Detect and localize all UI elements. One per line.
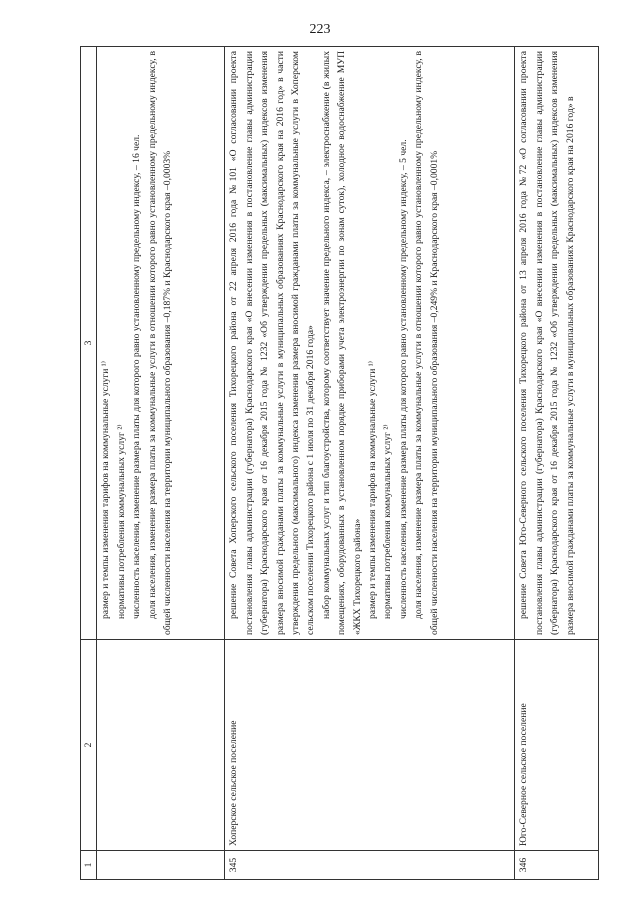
header-col-2: 2 [81,640,97,851]
detail-line: решение Совета Хоперского сельского поселения Тихорецкого района от 22 апреля 2016 года №101 «О согласовании проекта постановления главы администрации (губернатора) Краснодарского края «О внесении изменения в постановление главы администрации (губернатора) Краснодарского края от 16 декабря 2015 года № 1232 «Об утверждении предельных (максимальных) индексов изменения размера вносимой гражданами платы за коммунальные услуги в муниципальных образованиях Краснодарского края на 2016 год» в части утверждения предельного (максимального) индекса изменения размера вносимой гражданами платы за коммунальные услуги в Хоперском сельском поселении Тихорецкого района с 1 июля по 31 декабря 2016 года» [228,51,317,635]
table-row [97,47,225,880]
municipality-name [97,640,225,851]
row-details [97,47,225,640]
row-number: 345 [225,851,515,880]
detail-line: набор коммунальных услуг и тип благоустройства, которому соответствует значение предельного индекса, – электроснабжение (в жилых помещениях, оборудованных в установленном порядке приборами учета электроэнергии по зонам суток), холодное водоснабжение МУП «ЖКХ Тихорецкого района» [320,51,363,635]
rotated-table-container [80,50,600,880]
header-col-3: 3 [81,47,97,640]
detail-line: решение Совета Юго-Северного сельского поселения Тихорецкого района от 13 апреля 2016 года №72 «О согласовании проекта постановления главы администрации (губернатора) Краснодарского края «О внесении изменения в постановление главы администрации (губернатора) Краснодарского края от 16 декабря 2015 года № 1232 «Об утверждении предельных (максимальных) индексов изменения размера вносимой гражданами платы за коммунальные услуги в муниципальных образованиях Краснодарского края на 2016 год» в [518,51,576,635]
detail-line: размер и темпы изменения тарифов на коммунальные услуги ¹⁾ [367,360,379,619]
municipality-name: Хоперское сельское поселение [225,640,515,851]
detail-line: размер и темпы изменения тарифов на коммунальные услуги ¹⁾ [100,360,112,619]
table-header-row [81,47,97,880]
row-number [97,851,225,880]
detail-line: доля населения, изменение размера платы за коммунальные услуги в отношении которого равно установленному предельному индексу, в общей численности населения на территории муниципального образования –0,187% и Краснодарского края –0,0003% [146,51,174,635]
header-col-1: 1 [81,851,97,880]
table-row [515,47,599,880]
row-details [225,47,515,640]
detail-line: численность населения, изменение размера платы для которого равно установленному предельному индексу, – 5 чел. [397,139,409,619]
detail-line: нормативы потребления коммунальных услуг ²⁾ [115,424,127,619]
municipality-name: Юго-Северное сельское поселение [515,640,599,851]
page-number: 223 [309,22,331,37]
detail-line: нормативы потребления коммунальных услуг ²⁾ [382,424,394,619]
row-details [515,47,599,640]
table-row [225,47,515,880]
regions-table [80,46,599,880]
detail-line: доля населения, изменение размера платы за коммунальные услуги в отношении которого равно установленному предельному индексу, в общей численности населения на территории муниципального образования –0,249% и Краснодарского края –0,0001% [413,51,440,635]
detail-line: численность населения, изменение размера платы для которого равно установленному предельному индексу, – 16 чел. [131,134,143,619]
row-number: 346 [515,851,599,880]
